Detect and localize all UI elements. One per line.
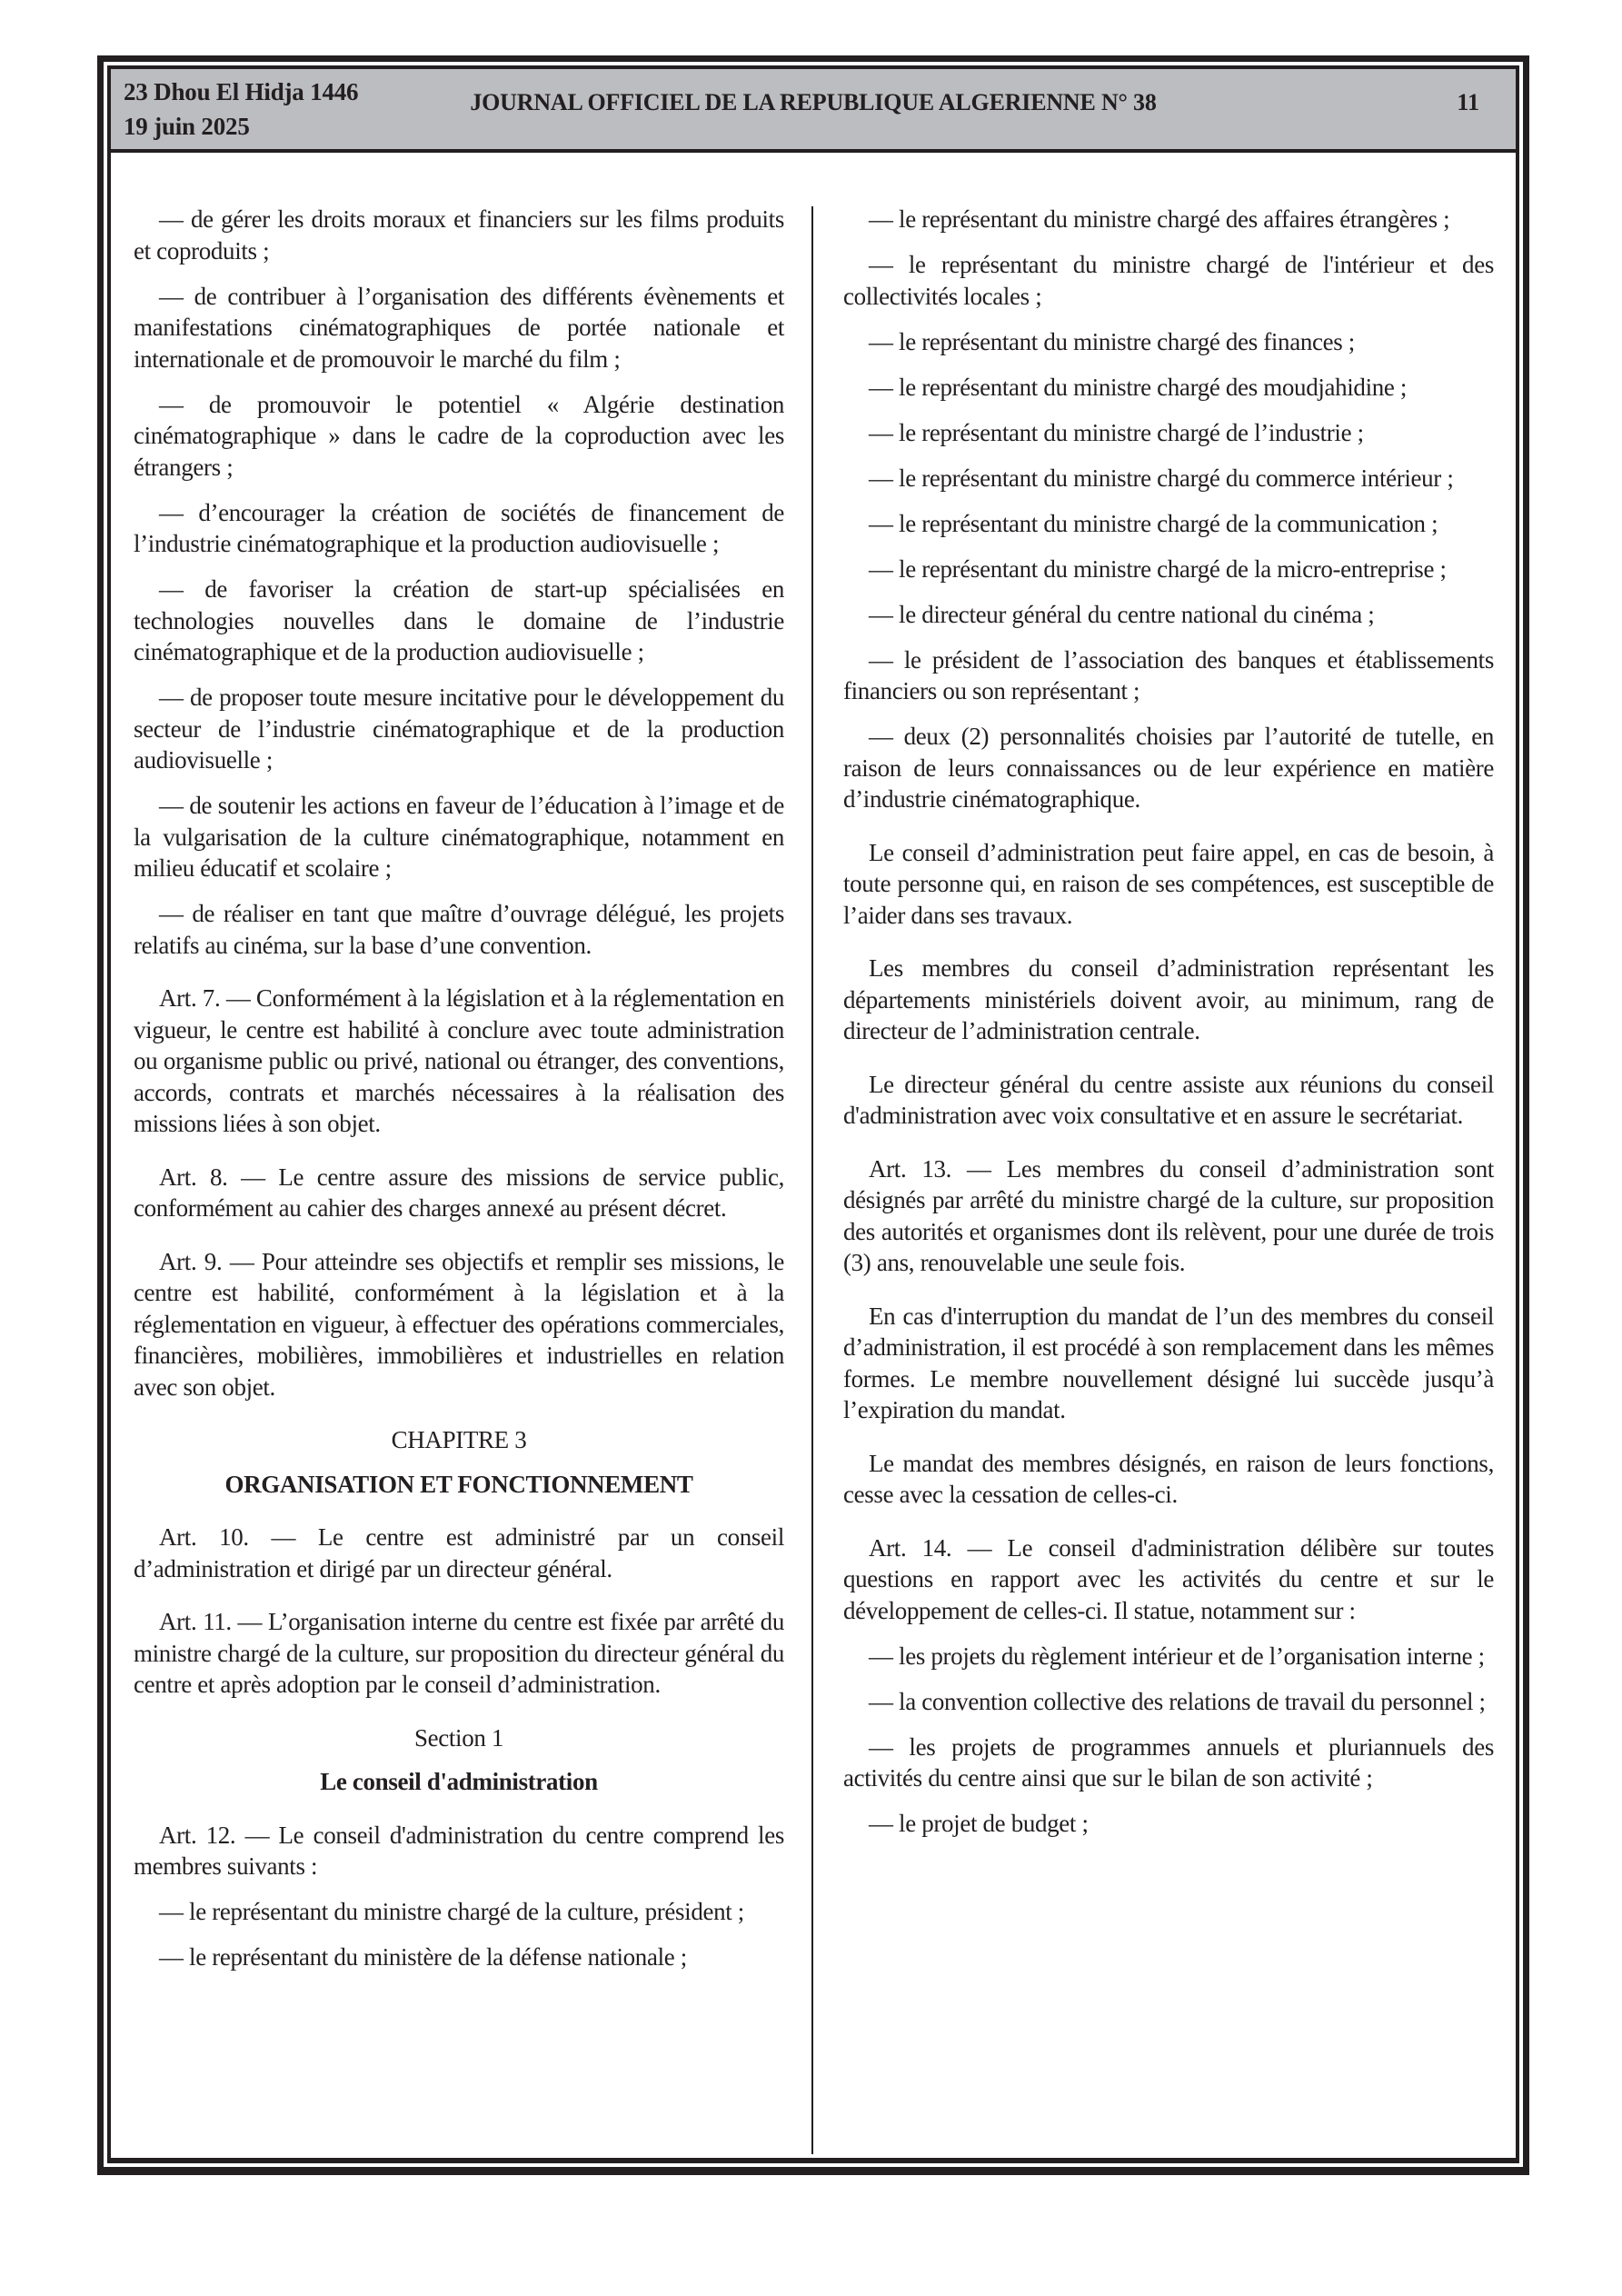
mission-item: — de favoriser la création de start-up spécialisées en technologies nouvelles dans le domaine de l’industrie cinématographique et de la production audiovisuelle ; bbox=[134, 575, 784, 665]
page-inner-border bbox=[107, 65, 1519, 2163]
board-member-item: — le représentant du ministre chargé des affaires étrangères ; bbox=[869, 205, 1450, 233]
mission-item: — de proposer toute mesure incitative pour le développement du secteur de l’industrie cinématographique et de la production audiovisuelle ; bbox=[134, 684, 784, 774]
deliberation-item: — la convention collective des relations de travail du personnel ; bbox=[869, 1687, 1486, 1715]
page-outer-border bbox=[97, 55, 1529, 2175]
article-14: Art. 14. — Le conseil d'administration délibère sur toutes questions en rapport avec les activités du centre et sur le développement de celles-ci. Il statue, notamment sur : bbox=[843, 1533, 1494, 1624]
article-12: Art. 12. — Le conseil d'administration du centre comprend les membres suivants : bbox=[134, 1821, 784, 1880]
mission-item: — d’encourager la création de sociétés de financement de l’industrie cinématographique et la production audiovisuelle ; bbox=[134, 498, 784, 557]
board-paragraph: Le mandat des membres désignés, en raison de leurs fonctions, cesse avec la cessation de celles-ci. bbox=[843, 1449, 1494, 1508]
article-11: Art. 11. — L’organisation interne du centre est fixée par arrêté du ministre chargé de la culture, sur proposition du directeur général du centre et après adoption par le conseil d’administration. bbox=[134, 1608, 784, 1698]
left-column bbox=[134, 204, 784, 1987]
journal-title: JOURNAL OFFICIEL DE LA REPUBLIQUE ALGERIENNE N° 38 bbox=[470, 89, 1157, 115]
date-hijri: 23 Dhou El Hidja 1446 bbox=[124, 78, 359, 105]
section-label: Section 1 bbox=[413, 1723, 504, 1752]
board-member-item: — le représentant du ministre chargé de la micro-entreprise ; bbox=[869, 554, 1447, 583]
board-member-item: — le représentant du ministre chargé de la communication ; bbox=[869, 509, 1438, 537]
deliberation-item: — les projets de programmes annuels et pluriannuels des activités du centre ainsi que sur le bilan de son activité ; bbox=[843, 1732, 1494, 1792]
board-member-item: — le représentant du ministre chargé du commerce intérieur ; bbox=[869, 464, 1454, 492]
board-member-item: — le représentant du ministre chargé des moudjahidine ; bbox=[869, 373, 1408, 401]
page-number: 11 bbox=[1457, 89, 1479, 115]
board-member-item: — le représentant du ministre chargé de l’industrie ; bbox=[869, 418, 1364, 446]
mission-item: — de contribuer à l’organisation des différents évènements et manifestations cinématographiques de portée nationale et internationale et de promouvoir le marché du film ; bbox=[134, 282, 784, 373]
right-column bbox=[843, 204, 1494, 1853]
board-member-item: — deux (2) personnalités choisies par l’autorité de tutelle, en raison de leurs connaissances ou de leur expérience en matière d’industrie cinématographique. bbox=[843, 723, 1494, 813]
article-8: Art. 8. — Le centre assure des missions de service public, conformément au cahier des charges annexé au présent décret. bbox=[134, 1163, 784, 1222]
board-paragraph: En cas d'interruption du mandat de l’un des membres du conseil d’administration, il est procédé à son remplacement dans les mêmes formes. Le membre nouvellement désigné lui succède jusqu’à l’expiration du mandat. bbox=[843, 1302, 1494, 1423]
board-paragraph: Les membres du conseil d’administration représentant les départements ministériels doivent avoir, au minimum, rang de directeur de l’administration centrale. bbox=[843, 954, 1494, 1044]
mission-item: — de promouvoir le potentiel « Algérie destination cinématographique » dans le cadre de la coproduction avec les étrangers ; bbox=[134, 390, 784, 481]
board-member-item: — le représentant du ministre chargé de la culture, président ; bbox=[159, 1898, 744, 1925]
board-member-item: — le président de l’association des banques et établissements financiers ou son représentant ; bbox=[843, 645, 1494, 704]
column-divider bbox=[811, 206, 813, 2154]
mission-item: — de réaliser en tant que maître d’ouvrage délégué, les projets relatifs au cinéma, sur la base d’une convention. bbox=[134, 900, 784, 959]
board-paragraph: Le conseil d’administration peut faire appel, en cas de besoin, à toute personne qui, en raison de ses compétences, est susceptible de l’aider dans ses travaux. bbox=[843, 838, 1494, 929]
article-9: Art. 9. — Pour atteindre ses objectifs et remplir ses missions, le centre est habilité, conformément à la législation et à la réglementation en vigueur, à effectuer des opérations commerciales, financières, mobilières, immobilières et industrielles en relation avec son objet. bbox=[134, 1247, 784, 1401]
board-member-item: — le représentant du ministre chargé de l'intérieur et des collectivités locales ; bbox=[843, 251, 1494, 310]
article-7: Art. 7. — Conformément à la législation et à la réglementation en vigueur, le centre est habilité à conclure avec toute administration ou organisme public ou privé, national ou étranger, des conventions, accords, contrats et marchés nécessaires à la réalisation des missions liées à son objet. bbox=[134, 984, 784, 1137]
board-member-item: — le représentant du ministère de la défense nationale ; bbox=[159, 1943, 687, 1971]
deliberation-item: — le projet de budget ; bbox=[869, 1810, 1089, 1837]
chapter-title: ORGANISATION ET FONCTIONNEMENT bbox=[224, 1470, 693, 1498]
board-member-item: — le représentant du ministre chargé des finances ; bbox=[869, 327, 1355, 355]
mission-item: — de gérer les droits moraux et financiers sur les films produits et coproduits ; bbox=[134, 205, 784, 265]
section-title: Le conseil d'administration bbox=[320, 1768, 598, 1795]
chapter-label: CHAPITRE 3 bbox=[391, 1426, 527, 1453]
mission-item: — de soutenir les actions en faveur de l’éducation à l’image et de la vulgarisation de la culture cinématographique, notamment en milieu éducatif et scolaire ; bbox=[134, 792, 784, 882]
board-paragraph: Le directeur général du centre assiste aux réunions du conseil d'administration avec voix consultative et en assure le secrétariat. bbox=[843, 1070, 1494, 1129]
date-gregorian: 19 juin 2025 bbox=[124, 113, 250, 140]
article-13: Art. 13. — Les membres du conseil d’administration sont désignés par arrêté du ministre chargé de la culture, sur proposition des autorités et organismes dont ils relèvent, pour une durée de trois (3) ans, renouvelable une seule fois. bbox=[843, 1154, 1494, 1276]
journal-header bbox=[111, 69, 1516, 153]
article-10: Art. 10. — Le centre est administré par un conseil d’administration et dirigé par un directeur général. bbox=[134, 1523, 784, 1582]
board-member-item: — le directeur général du centre national du cinéma ; bbox=[869, 600, 1375, 628]
deliberation-item: — les projets du règlement intérieur et de l’organisation interne ; bbox=[869, 1642, 1485, 1670]
